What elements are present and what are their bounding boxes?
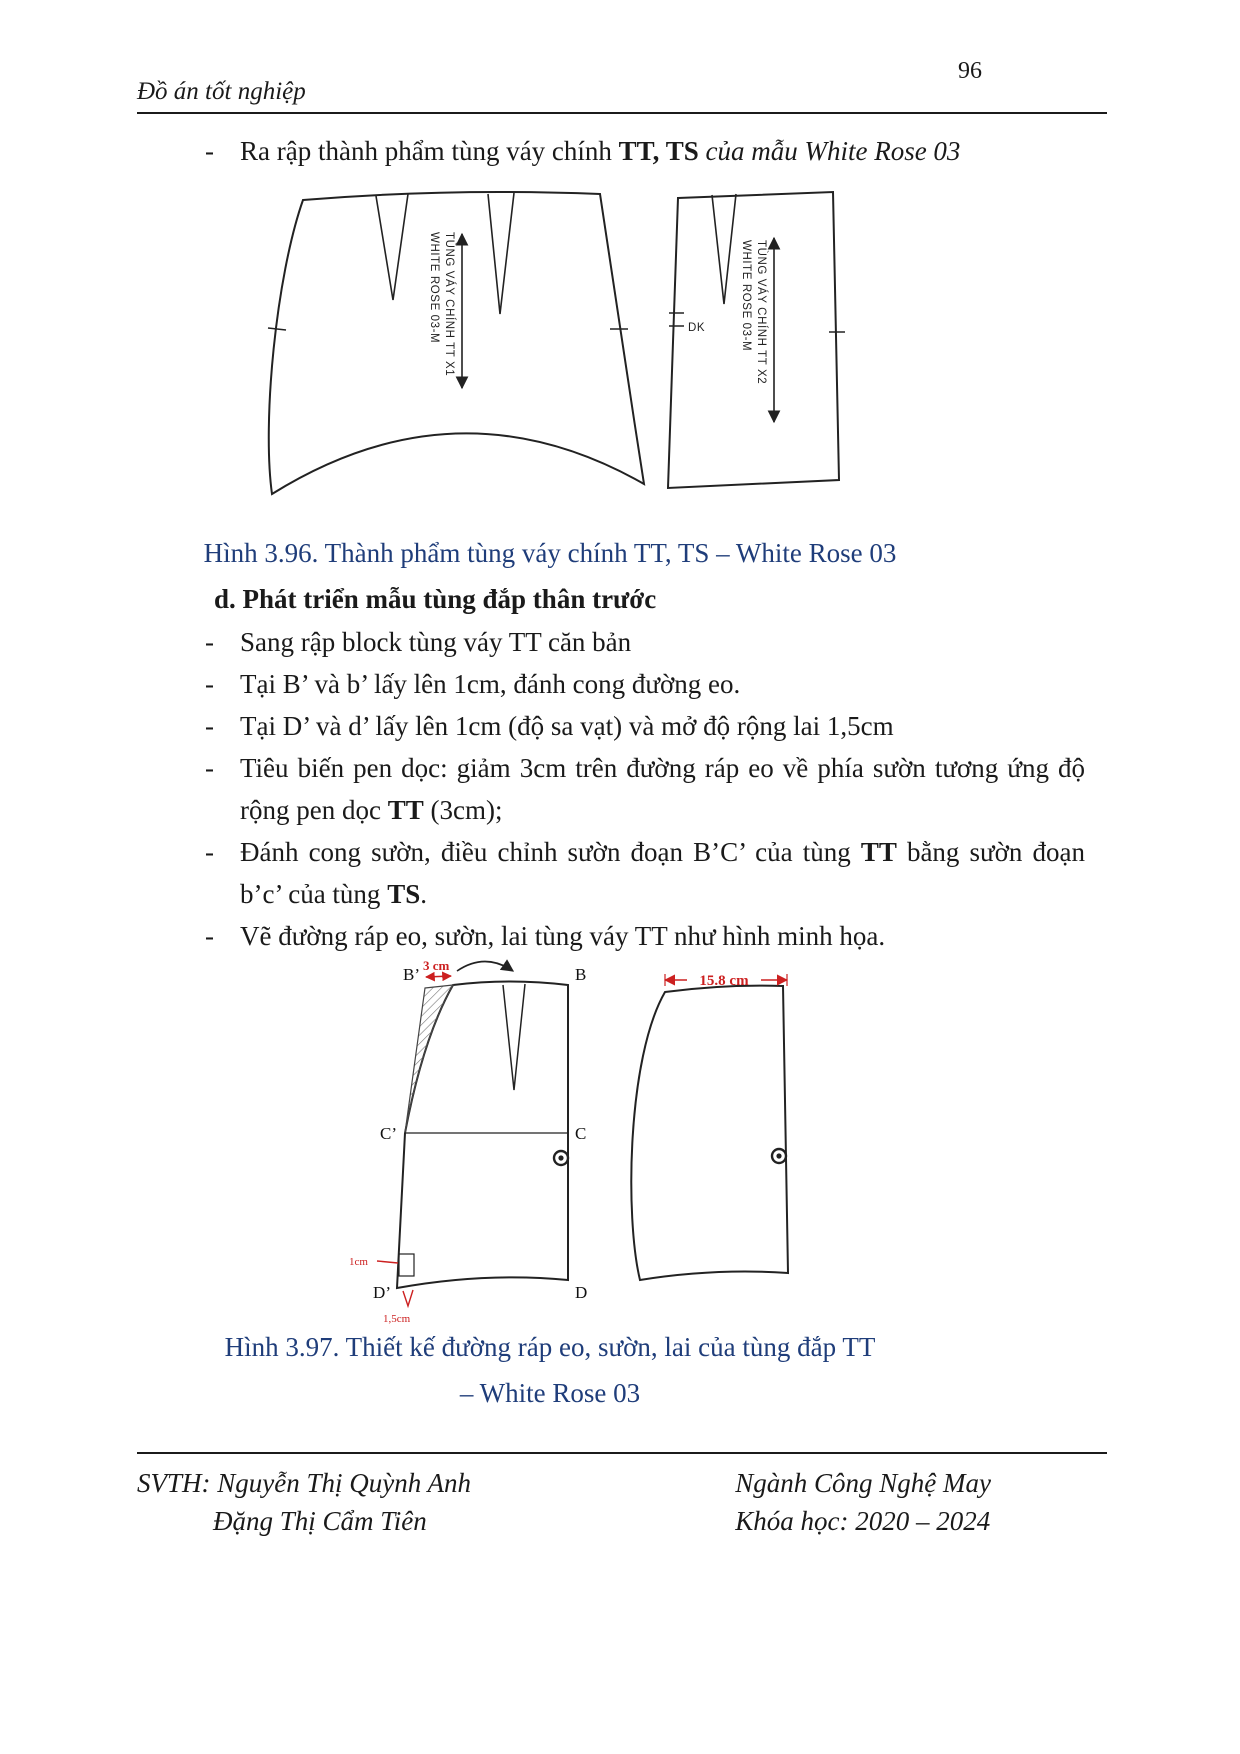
dart-transfer-arrow — [457, 962, 513, 972]
result-piece — [631, 986, 788, 1280]
intro-text-italic: của mẫu White Rose 03 — [698, 136, 961, 166]
back-piece-label-line1: WHITE ROSE 03-M — [740, 240, 752, 352]
one-cm-box — [399, 1254, 414, 1276]
footer-author-line1: SVTH: Nguyễn Thị Quỳnh Anh — [137, 1468, 471, 1498]
one-cm-leader — [377, 1261, 398, 1263]
front-skirt-piece — [268, 192, 644, 494]
draft-block-front — [397, 962, 568, 1289]
intro-text-bold: TT, TS — [618, 136, 699, 166]
waist-dart — [503, 984, 525, 1090]
intro-bullet — [205, 130, 1100, 172]
footer-author-line2: Đặng Thị Cẩm Tiên — [213, 1506, 427, 1536]
bullet-dash: - — [205, 837, 214, 867]
grain-eyelet-left-dot — [558, 1155, 563, 1160]
point-b-prime: B’ — [403, 965, 420, 984]
bullet-dash: - — [205, 711, 214, 741]
back-skirt-outline — [668, 192, 839, 488]
front-dart-left — [376, 194, 408, 300]
front-dart-right — [488, 193, 514, 314]
back-piece-label-line2: TÙNG VÁY CHÍNH TT X2 — [755, 240, 767, 385]
one-five-cm-label: 1,5cm — [383, 1313, 411, 1325]
bullet-dash: - — [205, 921, 214, 951]
bullet-text: Sang rập block tùng váy TT căn bản — [240, 627, 632, 657]
bullet-dash: - — [205, 136, 214, 166]
bullet-text: Vẽ đường ráp eo, sườn, lai tùng váy TT như hình minh họa. — [240, 921, 886, 951]
point-c-prime: C’ — [380, 1124, 397, 1143]
figure-3-97-caption-line2: – White Rose 03 — [459, 1378, 641, 1408]
point-b: B — [575, 965, 587, 984]
bullet-dash: - — [205, 753, 214, 783]
bullet-text-bold: TS — [387, 879, 421, 909]
one-five-cm-mark — [403, 1290, 413, 1306]
list-item — [205, 831, 1085, 915]
figure-3-96-caption: Hình 3.96. Thành phẩm tùng váy chính TT, TS – White Rose 03 — [203, 538, 897, 568]
three-cm-label: 3 cm — [423, 958, 450, 973]
bullet-text: . — [420, 879, 427, 909]
point-c: C — [575, 1124, 587, 1143]
bullet-text: Tiêu biến pen dọc: giảm 3cm trên đường ráp eo về phía sườn tương ứng độ rộng pen dọc — [240, 753, 1085, 825]
bullet-text: Tại D’ và d’ lấy lên 1cm (độ sa vạt) và mở độ rộng lai 1,5cm — [240, 711, 894, 741]
section-d-heading: d. Phát triển mẫu tùng đắp thân trước — [214, 584, 657, 614]
bullet-dash: - — [205, 627, 214, 657]
front-piece-label-line2: TÙNG VÁY CHÍNH TT X1 — [443, 232, 455, 377]
footer-program-line1: Ngành Công Nghệ May — [735, 1468, 991, 1498]
bullet-text: Tại B’ và b’ lấy lên 1cm, đánh cong đường eo. — [240, 669, 741, 699]
point-d-prime: D’ — [373, 1283, 391, 1302]
point-d: D — [575, 1283, 588, 1302]
figure-3-96-pattern-pieces — [248, 182, 848, 527]
list-item — [205, 747, 1085, 831]
figure-3-97-caption-line1: Hình 3.97. Thiết kế đường ráp eo, sườn, lai của tùng đắp TT — [224, 1332, 876, 1362]
bullet-dash: - — [205, 669, 214, 699]
page-number: 96 — [958, 58, 982, 84]
footer-authors — [137, 1464, 471, 1540]
header-title: Đồ án tốt nghiệp — [137, 78, 306, 105]
bullet-text: bằng sườn đoạn b’c’ của tùng — [240, 837, 1085, 909]
result-piece-outline — [631, 986, 788, 1280]
bullet-text: (3cm); — [423, 795, 503, 825]
figure-3-97-draft-diagram — [335, 958, 815, 1338]
dart-transfer-hatch — [405, 985, 453, 1133]
front-skirt-outline — [269, 192, 644, 494]
list-item — [205, 705, 1085, 747]
footer-program-line2: Khóa học: 2020 – 2024 — [735, 1506, 991, 1536]
back-dart — [712, 194, 736, 304]
list-item — [205, 663, 1085, 705]
three-cm-arrow — [426, 976, 451, 977]
bullet-list — [205, 621, 1085, 957]
list-item — [205, 621, 1085, 663]
bullet-text: Đánh cong sườn, điều chỉnh sườn đoạn B’C’ của tùng — [240, 837, 861, 867]
page-header — [137, 78, 1107, 114]
footer-program — [735, 1464, 1107, 1540]
bullet-text-bold: TT — [387, 795, 424, 825]
list-item — [205, 915, 1085, 957]
page-footer — [137, 1452, 1107, 1540]
front-piece-label-line1: WHITE ROSE 03-M — [428, 232, 440, 344]
grain-eyelet-right-dot — [776, 1153, 781, 1158]
dk-label: DK — [688, 322, 706, 334]
width-dimension-label: 15.8 cm — [699, 973, 749, 989]
intro-text: Ra rập thành phẩm tùng váy chính — [240, 136, 619, 166]
bullet-text-bold: TT — [860, 837, 897, 867]
one-cm-label: 1cm — [349, 1256, 368, 1268]
